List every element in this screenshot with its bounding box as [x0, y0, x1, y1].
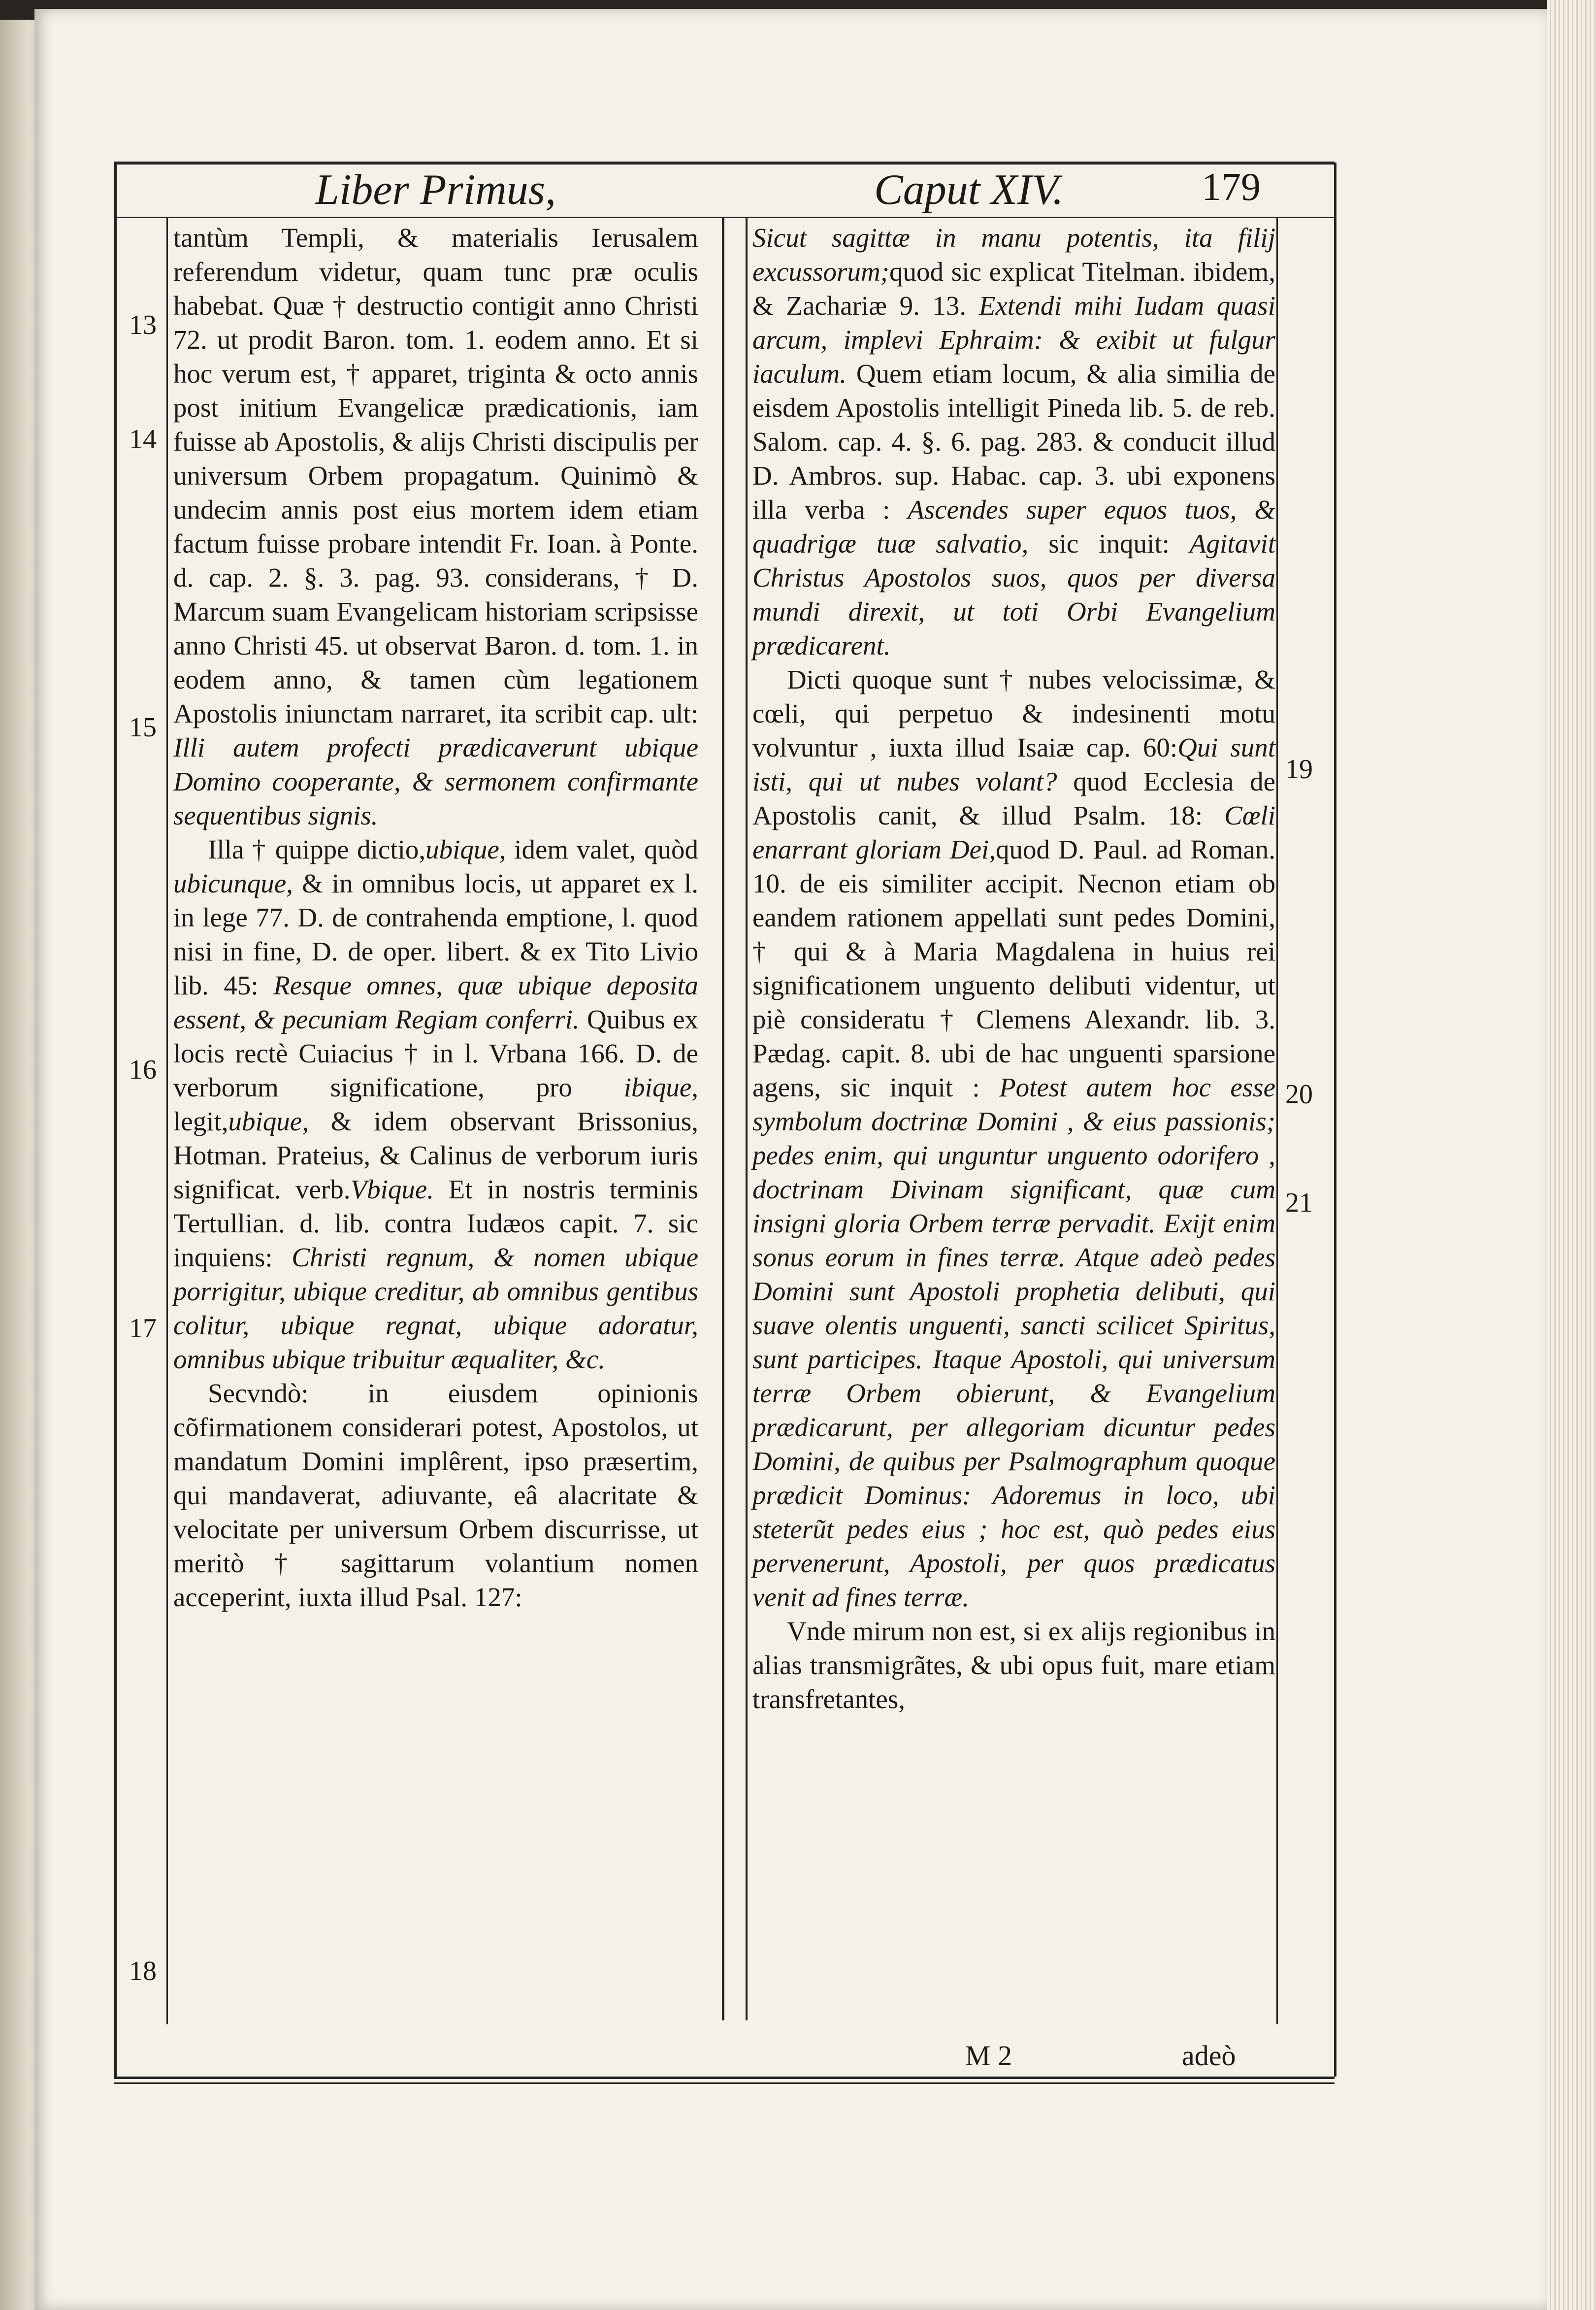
- paragraph: Sicut sagittæ in manu potentis, ita filij excussorum;quod sic explicat Titelman. ibidem, & Zachariæ 9. 13. Extendi mihi Iudam quasi arcum, implevi Ephraim: & exibit ut fulgur iaculum. Quem etiam locum, & alia similia de eisdem Apostolis intelligit Pineda lib. 5. de reb. Salom. cap. 4. §. 6. pag. 283. & conducit illud D. Ambros. sup. Habac. cap. 3. ubi exponens illa verba : Ascendes super equos tuos, & quadrigæ tuæ salvatio, sic inquit: Agitavit Christus Apostolos suos, quos per diversa mundi direxit, ut toti Orbi Evangelium prædicarent.: [752, 223, 1276, 660]
- paragraph: Illa † quippe dictio,ubique, idem valet, quòd ubicunque, & in omnibus locis, ut apparet ex l. in lege 77. D. de contrahenda emptione, l. quod nisi in fine, D. de oper. libert. & ex Tito Livio lib. 45: Resque omnes, quæ ubique deposita essent, & pecuniam Regiam conferri. Quibus ex locis rectè Cuiacius † in l. Vrbana 166. D. de verborum significatione, pro ibique, legit,ubique, & idem observant Brissonius, Hotman. Prateius, & Calinus de verborum iuris significat. verb.Vbique. Et in nostris terminis Tertullian. d. lib. contra Iudæos capit. 7. sic inquiens: Christi regnum, & nomen ubique porrigitur, ubique creditur, ab omnibus gentibus colitur, ubique regnat, ubique adoratur, omnibus ubique tribuitur æqualiter, &c.: [173, 834, 699, 1374]
- header-rule: [114, 217, 1335, 218]
- margin-number: 15: [129, 712, 157, 743]
- bottom-rule: [114, 2077, 1335, 2079]
- signature-mark: M 2: [965, 2040, 1012, 2072]
- paragraph: Dicti quoque sunt † nubes velocissimæ, & cœli, qui perpetuo & indesinenti motu volvuntur , iuxta illud Isaiæ cap. 60:Qui sunt isti, qui ut nubes volant? quod Ecclesia de Apostolis canit, & illud Psalm. 18: Cœli enarrant gloriam Dei,quod D. Paul. ad Roman. 10. de eis similiter accipit. Necnon etiam ob eandem rationem appellati sunt pedes Domini, † qui & à Maria Magdalena in huius rei significationem unguento delibuti videntur, ut piè consideratu † Clemens Alexandr. lib. 3. Pædag. capit. 8. ubi de hac unguenti sparsione agens, sic inquit : Potest autem hoc esse symbolum doctrinæ Domini , & eius passionis; pedes enim, qui unguntur unguento odorifero , doctrinam Divinam significant, quæ cum insigni gloria Orbem terræ pervadit. Exijt enim sonus eorum in fines terræ. Atque adeò pedes Domini sunt Apostoli prophetia delibuti, qui suave olentis unguenti, sancti scilicet Spiritus, sunt participes. Itaque Apostoli, qui universum terræ Orbem obierunt, & Evangelium prædicarunt, per allegoriam dicuntur pedes Domini, de quibus per Psalmographum quoque prædicit Dominus: Adoremus in loco, ubi steterũt pedes eius ; hoc est, quò pedes eius pervenerunt, Apostoli, per quos prædicatus venit ad fines terræ.: [752, 664, 1276, 1612]
- running-head-right: Caput XIV.: [874, 166, 1064, 214]
- page-stack-edge: [1547, 0, 1596, 2310]
- paragraph: tantùm Templi, & materialis Ierusalem referendum videtur, quam tunc præ oculis habebat. Quæ † destructio contigit anno Christi 72. ut prodit Baron. tom. 1. eodem anno. Et si hoc verum est, † apparet, triginta & octo annis post initium Evangelicæ prædicationis, iam fuisse ab Apostolis, & alijs Christi discipulis per universum Orbem propagatum. Quinimò & undecim annis post eius mortem idem etiam factum fuisse probare intendit Fr. Ioan. à Ponte. d. cap. 2. §. 3. pag. 93. considerans, † D. Marcum suam Evangelicam historiam scripsisse anno Christi 45. ut observat Baron. d. tom. 1. in eodem anno, & tamen cùm legationem Apostolis iniunctam narraret, ita scribit cap. ult: Illi autem profecti prædicaverunt ubique Domino cooperante, & sermonem confirmante sequentibus signis.: [173, 223, 698, 830]
- page-number: 179: [1202, 165, 1261, 209]
- bottom-rule-inner: [114, 2082, 1335, 2084]
- margin-number: 18: [129, 1956, 157, 1986]
- margin-number: 13: [129, 310, 157, 340]
- margin-number: 19: [1285, 754, 1313, 785]
- paragraph: Vnde mirum non est, si ex alijs regionibus in alias transmigrãtes, & ubi opus fuit, mare etiam transfretantes,: [752, 1616, 1275, 1714]
- right-text-column: [752, 221, 1275, 1716]
- paragraph: Secvndò: in eiusdem opinionis cõfirmationem considerari potest, Apostolos, ut mandatum Domini implêrent, ipso præsertim, qui mandaverat, adiuvante, eâ alacritate & velocitate per universum Orbem discurrisse, ut meritò † sagittarum volantium nomen acceperint, iuxta illud Psal. 127:: [173, 1378, 698, 1612]
- left-text-column: [173, 221, 698, 1614]
- column-divider-right: [746, 217, 748, 2020]
- left-margin-rule: [166, 217, 168, 2024]
- running-head-left: Liber Primus,: [315, 166, 556, 214]
- catchword: adeò: [1182, 2040, 1236, 2072]
- column-divider-left: [722, 217, 724, 2020]
- margin-number: 14: [129, 424, 157, 455]
- margin-number: 21: [1285, 1188, 1313, 1218]
- margin-number: 16: [129, 1055, 157, 1085]
- margin-number: 17: [129, 1313, 157, 1344]
- right-margin-rule: [1276, 217, 1278, 2024]
- margin-number: 20: [1285, 1079, 1313, 1110]
- top-rule: [114, 162, 1335, 165]
